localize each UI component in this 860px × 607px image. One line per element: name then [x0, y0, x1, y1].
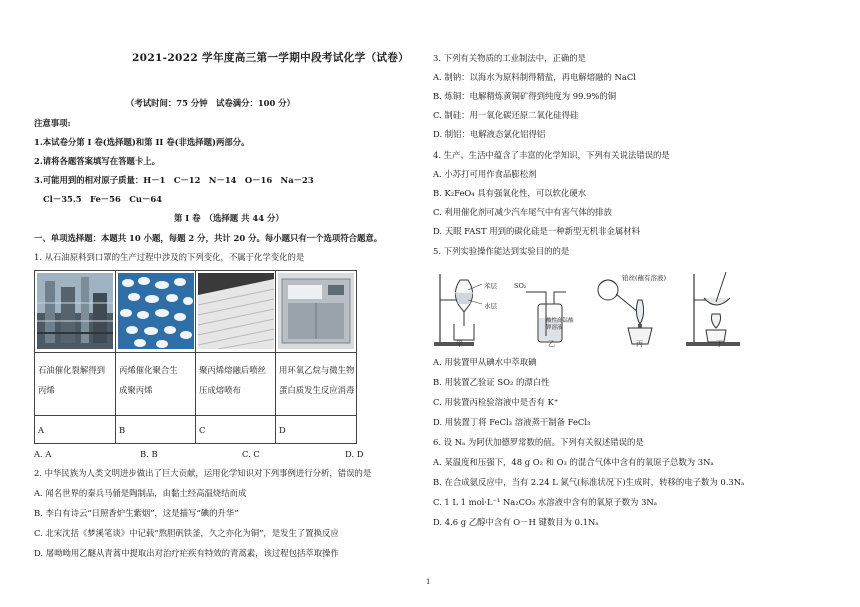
- sterilizer-machine-photo: [278, 273, 354, 349]
- polypropylene-pellets-photo: [118, 273, 194, 349]
- q6-option-b: B. 在合成氨反应中，当有 2.24 L 氮气(标准状况下)生成时，转移的电子数为 0.3Nₐ: [433, 477, 745, 487]
- evaporation-apparatus: [686, 270, 754, 350]
- section-instruction: 一、单项选择题：本题共 10 小题，每题 2 分，共计 20 分。每小题只有一个选项符合题意。: [34, 233, 383, 243]
- section-title: 第 I 卷 （选择题 共 44 分）: [174, 213, 284, 223]
- q6-option-d: D. 4.6 g 乙醇中含有 O－H 键数目为 0.1Nₐ: [433, 517, 599, 527]
- q1-caption-b-line1: 丙烯催化聚合生: [119, 365, 178, 375]
- q1-option-d: D. D: [345, 449, 364, 459]
- q5-stem: 5. 下列实验操作能达到实验目的的是: [433, 246, 570, 256]
- notice-item: 3.可能用到的相对原子质量：H－1 C－12 N－14 O－16 Na－23: [34, 175, 314, 185]
- q4-option-a: A. 小苏打可用作食品膨松剂: [433, 169, 537, 179]
- q2-option-b: B. 李白有诗云“日照香炉生紫烟”，这是描写“碘的升华”: [34, 508, 239, 518]
- label-water-layer: 水层: [484, 302, 497, 310]
- q3-option-c: C. 制硅：用一氧化碳还原二氧化硅得硅: [433, 110, 579, 120]
- meltblown-fabric-photo: [198, 273, 274, 349]
- q3-option-b: B. 炼铜：电解精炼黄铜矿得到纯度为 99.9%的铜: [433, 91, 617, 101]
- q5-option-d: D. 用装置丁将 FeCl₃ 溶液蒸干制备 FeCl₃: [433, 417, 591, 427]
- q5-option-b: B. 用装置乙验证 SO₂ 的漂白性: [433, 377, 550, 387]
- q1-caption-c-line1: 聚丙烯熔融后喷丝: [199, 365, 266, 375]
- q1-caption-a-line2: 丙烯: [38, 385, 55, 395]
- label-platinum-wire: 铂丝(蘸有溶液): [622, 274, 667, 282]
- label-kmno4: 酸性高锰酸钾溶液: [546, 318, 574, 331]
- q2-option-a: A. 闻名世界的秦兵马俑是陶制品，由黏土经高温烧结而成: [34, 488, 247, 498]
- q6-option-c: C. 1 L 1 mol·L⁻¹ Na₂CO₃ 水溶液中含有的氧原子数为 3Nₐ: [433, 497, 657, 507]
- q5-option-c: C. 用装置丙检验溶液中是否有 K⁺: [433, 397, 559, 407]
- q6-option-a: A. 某温度和压强下，48 g O₂ 和 O₃ 的混合气体中含有的氧原子总数为 3Nₐ: [433, 457, 714, 467]
- q4-stem: 4. 生产、生活中蕴含了丰富的化学知识，下列有关说法错误的是: [433, 150, 670, 160]
- q1-caption-a-line1: 石油催化裂解得到: [38, 365, 105, 375]
- notice-item: Cl－35.5 Fe－56 Cu－64: [43, 194, 162, 204]
- refinery-photo: [37, 273, 113, 349]
- q1-letter-d: D: [279, 425, 286, 435]
- q6-stem: 6. 设 Nₐ 为阿伏加德罗常数的值。下列有关叙述错误的是: [433, 437, 644, 447]
- label-yi: 乙: [548, 340, 555, 348]
- q1-option-b: B. B: [140, 449, 158, 459]
- exam-title: 2021-2022 学年度高三第一学期中段考试化学（试卷）: [132, 52, 410, 64]
- label-jia: 甲: [456, 340, 463, 348]
- page-number: 1: [426, 578, 431, 586]
- q1-caption-d-line1: 用环氧乙烷与微生物: [279, 365, 355, 375]
- q1-caption-c-line2: 压成熔喷布: [199, 385, 241, 395]
- q5-option-a: A. 用装置甲从碘水中萃取碘: [433, 357, 537, 367]
- q1-stem: 1. 从石油原料到口罩的生产过程中涉及的下列变化，不属于化学变化的是: [34, 252, 305, 262]
- q2-option-d: D. 屠呦呦用乙醚从青蒿中提取出对治疗疟疾有特效的青蒿素，该过程包括萃取操作: [34, 548, 339, 558]
- notice-heading: 注意事项:: [34, 118, 71, 128]
- q1-option-c: C. C: [242, 449, 260, 459]
- q3-option-a: A. 制钠：以海水为原料制得精盐，再电解熔融的 NaCl: [433, 72, 636, 82]
- label-benzene-layer: 苯层: [484, 282, 497, 290]
- label-ding: 丁: [716, 340, 723, 348]
- q1-caption-d-line2: 蛋白质发生反应消毒: [279, 385, 355, 395]
- notice-item: 2.请将各题答案填写在答题卡上。: [34, 156, 160, 166]
- q1-caption-b-line2: 成聚丙烯: [119, 385, 153, 395]
- q1-letter-b: B: [119, 425, 126, 435]
- notice-item: 1.本试卷分第 I 卷(选择题)和第 II 卷(非选择题)两部分。: [34, 137, 250, 147]
- q2-option-c: C. 北宋沈括《梦溪笔谈》中记载“熬胆矾铁釜，久之亦化为铜”，是发生了置换反应: [34, 528, 339, 538]
- exam-info: （考试时间：75 分钟 试卷满分：100 分）: [126, 98, 295, 108]
- label-so2: SO₂: [514, 282, 527, 290]
- q4-option-c: C. 利用催化剂可减少汽车尾气中有害气体的排放: [433, 207, 612, 217]
- q1-letter-c: C: [199, 425, 206, 435]
- q1-option-a: A. A: [34, 449, 52, 459]
- label-bing: 丙: [636, 340, 643, 348]
- q1-letter-a: A: [38, 425, 45, 435]
- q4-option-d: D. 天眼 FAST 用到的碳化硅是一种新型无机非金属材料: [433, 226, 641, 236]
- q3-stem: 3. 下列有关物质的工业制法中，正确的是: [433, 53, 587, 63]
- q3-option-d: D. 制铝：电解液态氯化铝得铝: [433, 129, 546, 139]
- q4-option-b: B. K₂FeO₄ 具有强氧化性，可以软化硬水: [433, 188, 587, 198]
- gas-wash-bottle-apparatus: [522, 270, 590, 350]
- q2-stem: 2. 中华民族为人类文明进步做出了巨大贡献，运用化学知识对下列事例进行分析，错误的是: [34, 468, 372, 478]
